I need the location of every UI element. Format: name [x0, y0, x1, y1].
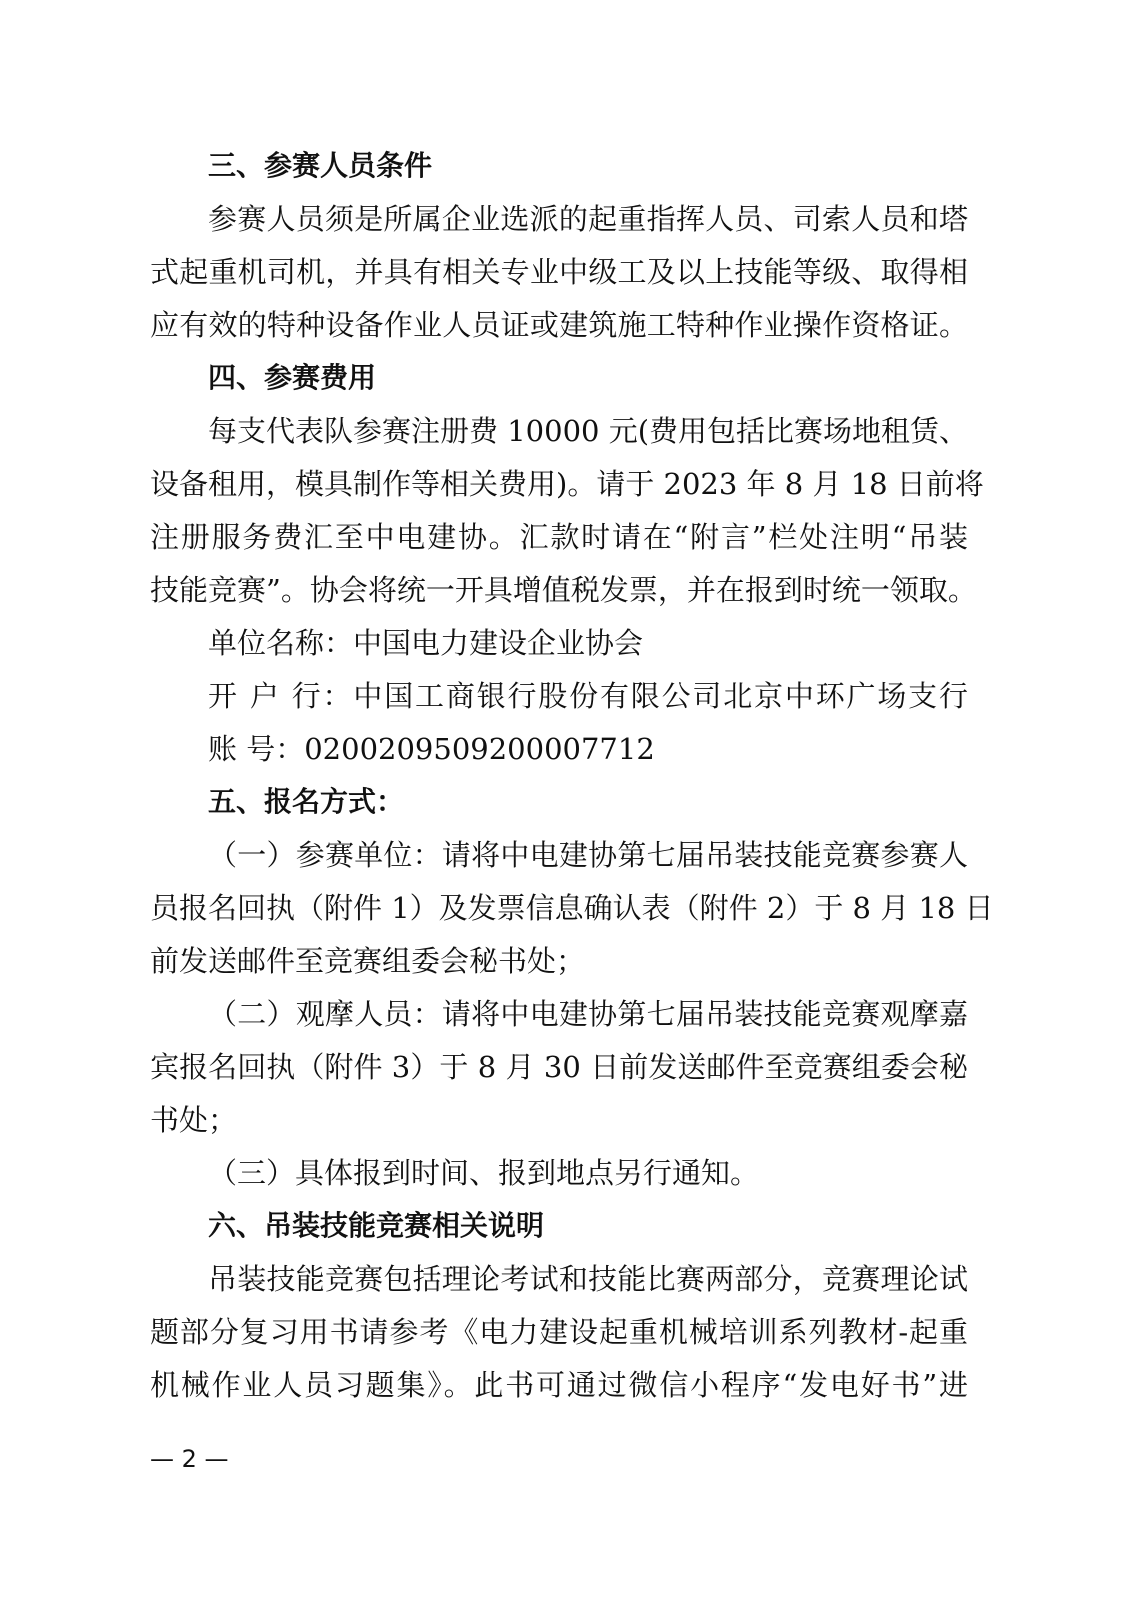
body-text-line: [0, 988, 1131, 1040]
body-text: 前发送邮件至竞赛组委会秘书处；: [150, 944, 586, 978]
section-heading-text: 五、报名方式：: [208, 785, 405, 818]
body-text-line: [0, 670, 1131, 722]
body-text: 式起重机司机，并具有相关专业中级工及以上技能等级、取得相: [150, 255, 969, 289]
body-text: 机械作业人员习题集》。此书可通过微信小程序“发电好书”进: [150, 1368, 970, 1402]
body-text-line: [0, 1306, 1131, 1358]
body-text-line: [0, 882, 1131, 934]
body-text: 每支代表队参赛注册费 10000 元(费用包括比赛场地租赁、: [208, 414, 969, 448]
body-text-line: [0, 1147, 1131, 1199]
page-number: — 2 —: [150, 1445, 229, 1473]
section-heading: [0, 352, 1131, 404]
body-text-line: [0, 829, 1131, 881]
body-text: （二）观摩人员：请将中电建协第七届吊装技能竞赛观摩嘉: [208, 997, 969, 1031]
section-heading: [0, 776, 1131, 828]
body-text-line: [0, 1041, 1131, 1093]
body-text-line: [0, 564, 1131, 616]
section-heading: [0, 1200, 1131, 1252]
section-heading-text: 六、吊装技能竞赛相关说明: [208, 1209, 545, 1242]
body-text: （一）参赛单位：请将中电建协第七届吊装技能竞赛参赛人: [208, 838, 969, 872]
body-text: （三）具体报到时间、报到地点另行通知。: [208, 1156, 760, 1190]
body-text-line: [0, 299, 1131, 351]
section-heading: [0, 140, 1131, 192]
body-text: 账 号：0200209509200007712: [208, 732, 655, 766]
body-text-line: [0, 246, 1131, 298]
body-text: 开 户 行：中国工商银行股份有限公司北京中环广场支行: [208, 679, 970, 713]
body-text-line: [0, 1359, 1131, 1411]
section-heading-text: 四、参赛费用: [208, 361, 377, 394]
body-text-line: [0, 405, 1131, 457]
body-text: 题部分复习用书请参考《电力建设起重机械培训系列教材-起重: [150, 1315, 969, 1349]
body-text-line: [0, 1094, 1131, 1146]
body-text-line: [0, 458, 1131, 510]
body-text: 技能竞赛”。协会将统一开具增值税发票，并在报到时统一领取。: [150, 573, 977, 607]
section-heading-text: 三、参赛人员条件: [208, 149, 433, 182]
body-text: 宾报名回执（附件 3）于 8 月 30 日前发送邮件至竞赛组委会秘: [150, 1050, 969, 1084]
body-text: 注册服务费汇至中电建协。汇款时请在“附言”栏处注明“吊装: [150, 520, 970, 554]
body-text: 单位名称：中国电力建设企业协会: [208, 626, 644, 660]
body-text-line: [0, 511, 1131, 563]
body-text: 吊装技能竞赛包括理论考试和技能比赛两部分，竞赛理论试: [208, 1262, 969, 1296]
body-text: 参赛人员须是所属企业选派的起重指挥人员、司索人员和塔: [208, 202, 969, 236]
body-text: 应有效的特种设备作业人员证或建筑施工特种作业操作资格证。: [150, 308, 969, 342]
body-text-line: [0, 723, 1131, 775]
body-text: 设备租用，模具制作等相关费用)。请于 2023 年 8 月 18 日前将: [150, 467, 984, 501]
body-text-line: [0, 617, 1131, 669]
body-text-line: [0, 193, 1131, 245]
body-text-line: [0, 1253, 1131, 1305]
body-text-line: [0, 935, 1131, 987]
body-text: 员报名回执（附件 1）及发票信息确认表（附件 2）于 8 月 18 日: [150, 891, 994, 925]
body-text: 书处；: [150, 1103, 238, 1137]
